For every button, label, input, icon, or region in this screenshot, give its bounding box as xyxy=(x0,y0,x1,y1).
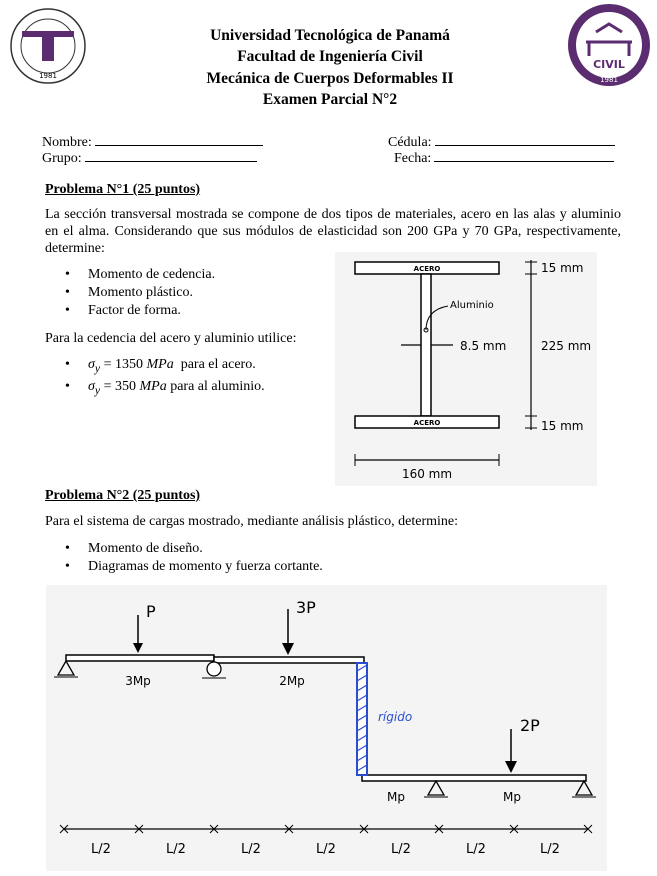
sigma-list xyxy=(45,356,265,400)
list-item: • Diagramas de momento y fuerza cortante. xyxy=(45,558,323,576)
grupo-line[interactable] xyxy=(85,148,257,162)
dim-bottom-label: 15 mm xyxy=(541,419,584,433)
problem2-intro: Para el sistema de cargas mostrado, mediante análisis plástico, determine: xyxy=(45,514,458,529)
problem1-title: Problema N°1 (25 puntos) xyxy=(45,182,201,197)
cedula-line[interactable] xyxy=(435,132,615,146)
span-label: L/2 xyxy=(391,842,411,857)
span-label: L/2 xyxy=(466,842,486,857)
mp1-label: 3Mp xyxy=(125,674,151,688)
nombre-line[interactable] xyxy=(95,132,263,146)
web-thickness-label: 8.5 mm xyxy=(460,339,507,353)
exam-title: Examen Parcial N°2 xyxy=(262,91,398,108)
problem2-title: Problema N°2 (25 puntos) xyxy=(45,488,201,503)
fecha-line[interactable] xyxy=(434,148,614,162)
problem1-intro: La sección transversal mostrada se compone de dos tipos de materiales, acero en las alas y aluminio en el alma. Considerando que sus módulos de elasticidad son 200 GPa y 70 GPa, respectivamente, determine: xyxy=(45,207,621,256)
problem1-list xyxy=(45,266,215,320)
list-item: • Factor de forma. xyxy=(45,302,215,320)
aluminio-label: Aluminio xyxy=(450,300,494,311)
i-section-figure xyxy=(335,252,597,486)
span-label: L/2 xyxy=(241,842,261,857)
course-title: Mecánica de Cuerpos Deformables II xyxy=(206,70,454,87)
load-p-label: P xyxy=(146,602,156,621)
mp2-label: 2Mp xyxy=(279,674,305,688)
logo-civil-text: CIVIL xyxy=(593,58,625,71)
grupo-label: Grupo: xyxy=(42,151,82,166)
span-label: L/2 xyxy=(91,842,111,857)
dim-web-label: 225 mm xyxy=(541,339,592,353)
span-label: L/2 xyxy=(166,842,186,857)
utp-logo xyxy=(8,6,88,86)
load-3p-label: 3P xyxy=(296,598,316,617)
logo-year: 1981 xyxy=(39,72,57,80)
span-label: L/2 xyxy=(316,842,336,857)
grupo-field[interactable] xyxy=(42,148,257,167)
logo-civil-year: 1981 xyxy=(600,76,618,84)
mp4-label: Mp xyxy=(503,790,521,804)
list-item: • Momento plástico. xyxy=(45,284,215,302)
rigido-label: rígido xyxy=(378,710,413,724)
frame-figure xyxy=(46,585,607,871)
faculty-title: Facultad de Ingeniería Civil xyxy=(237,48,423,65)
sigma-aluminum: • $\sigma_y = 350$ MPa para al aluminio. xyxy=(45,378,265,400)
nombre-label: Nombre: xyxy=(42,135,92,150)
acero-bottom-label: ACERO xyxy=(413,419,441,427)
fecha-field[interactable] xyxy=(394,148,614,167)
fecha-label: Fecha: xyxy=(394,151,432,166)
load-2p-label: 2P xyxy=(520,716,540,735)
sigma-steel: • $\sigma_y = 1350$ MPa para el acero. xyxy=(45,356,265,378)
cedula-label: Cédula: xyxy=(388,135,432,150)
dim-top-label: 15 mm xyxy=(541,261,584,275)
list-item: • Momento de cedencia. xyxy=(45,266,215,284)
span-label: L/2 xyxy=(540,842,560,857)
cedencia-text: Para la cedencia del acero y aluminio utilice: xyxy=(45,331,297,346)
list-item: • Momento de diseño. xyxy=(45,540,323,558)
problem2-list xyxy=(45,540,323,576)
dim-width-label: 160 mm xyxy=(401,467,453,481)
mp3-label: Mp xyxy=(387,790,405,804)
university-title: Universidad Tecnológica de Panamá xyxy=(210,27,450,44)
acero-top-label: ACERO xyxy=(413,265,441,273)
civil-logo xyxy=(566,2,652,88)
